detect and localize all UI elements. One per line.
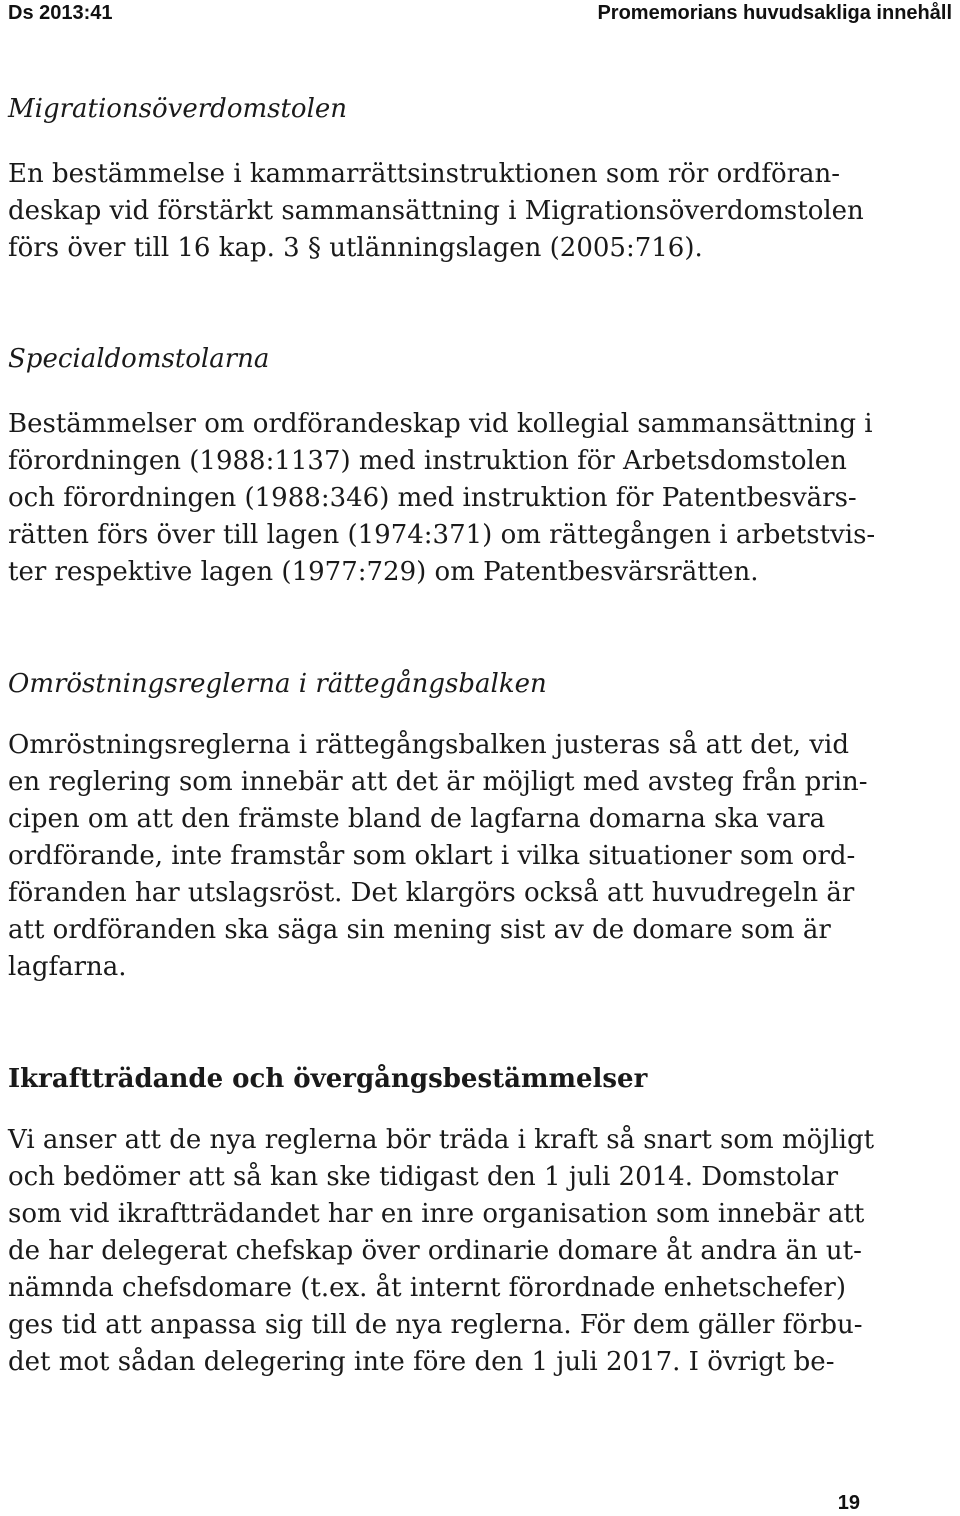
section-heading: Specialdomstolarna	[8, 344, 270, 374]
text-line: och bedömer att så kan ske tidigast den 1 juli 2014. Domstolar	[8, 1162, 839, 1192]
text-line: som vid ikraftträdandet har en inre organisation som innebär att	[8, 1199, 865, 1229]
text-line: att ordföranden ska säga sin mening sist av de domare som är	[8, 915, 831, 945]
text-line: Omröstningsreglerna i rättegångsbalken justeras så att det, vid	[8, 730, 849, 760]
text-line: de har delegerat chefskap över ordinarie domare åt andra än ut-	[8, 1236, 862, 1266]
text-line: En bestämmelse i kammarrättsinstruktionen som rör ordföran-	[8, 159, 841, 189]
text-line: och förordningen (1988:346) med instruktion för Patentbesvärs-	[8, 483, 857, 513]
text-line: Vi anser att de nya reglerna bör träda i kraft så snart som möjligt	[8, 1125, 875, 1155]
text-line: en reglering som innebär att det är möjligt med avsteg från prin-	[8, 767, 868, 797]
text-line: deskap vid förstärkt sammansättning i Migrationsöverdomstolen	[8, 196, 864, 226]
running-title: Promemorians huvudsakliga innehåll	[597, 2, 952, 24]
text-line: rätten förs över till lagen (1974:371) om rättegången i arbetstvis-	[8, 520, 876, 550]
paragraph	[8, 727, 868, 986]
paragraph	[8, 156, 864, 267]
text-line: ges tid att anpassa sig till de nya reglerna. För dem gäller förbu-	[8, 1310, 863, 1340]
section-specialdomstolarna	[8, 340, 876, 587]
report-number: Ds 2013:41	[8, 2, 113, 24]
section-migrationsoverdomstolen	[8, 90, 864, 263]
page-number: 19	[837, 1492, 860, 1514]
section-heading: Ikraftträdande och övergångsbestämmelser	[8, 1064, 648, 1094]
text-line: föranden har utslagsröst. Det klargörs också att huvudregeln är	[8, 878, 855, 908]
text-line: förordningen (1988:1137) med instruktion för Arbetsdomstolen	[8, 446, 847, 476]
text-line: Bestämmelser om ordförandeskap vid kollegial sammansättning i	[8, 409, 873, 439]
text-line: lagfarna.	[8, 952, 127, 982]
text-line: ordförande, inte framstår som oklart i vilka situationer som ord-	[8, 841, 856, 871]
section-heading: Migrationsöverdomstolen	[8, 94, 348, 124]
paragraph	[8, 1122, 874, 1381]
section-omrostningsreglerna	[8, 665, 868, 982]
page-header	[0, 0, 960, 32]
text-line: ter respektive lagen (1977:729) om Patentbesvärsrätten.	[8, 557, 759, 587]
text-line: nämnda chefsdomare (t.ex. åt internt förordnade enhetschefer)	[8, 1273, 846, 1303]
section-heading: Omröstningsreglerna i rättegångsbalken	[8, 669, 547, 699]
paragraph	[8, 406, 875, 591]
section-ikrafttradande	[8, 1060, 875, 1377]
text-line: cipen om att den främste bland de lagfarna domarna ska vara	[8, 804, 826, 834]
text-line: det mot sådan delegering inte före den 1 juli 2017. I övrigt be-	[8, 1347, 835, 1377]
text-line: förs över till 16 kap. 3 § utlänningslagen (2005:716).	[8, 233, 703, 263]
